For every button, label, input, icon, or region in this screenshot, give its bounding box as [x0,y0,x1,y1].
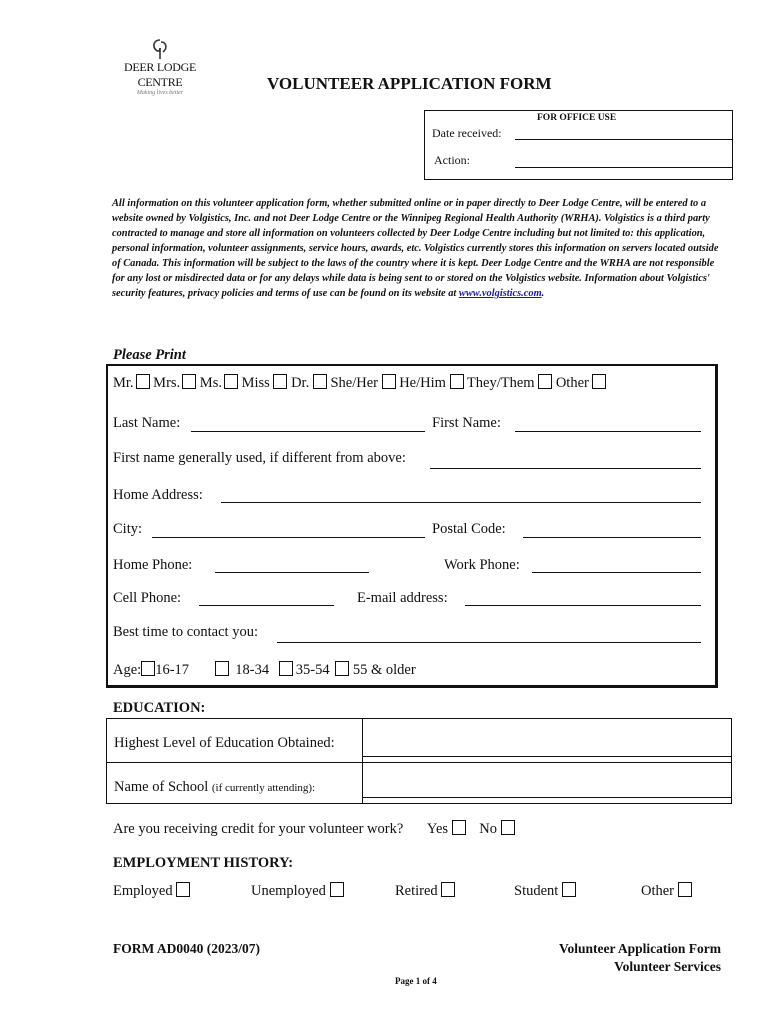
title-mr-checkbox[interactable] [136,374,150,389]
volgistics-link[interactable]: www.volgistics.com [458,288,542,299]
school-name-label [114,779,315,796]
age-35-54-checkbox[interactable] [279,661,293,676]
employment-other [641,882,692,900]
title-miss-label: Miss [241,375,270,391]
city-field[interactable] [152,537,425,538]
credit-question [113,820,515,838]
employed-checkbox[interactable] [176,882,190,897]
city-label: City: [113,521,143,537]
please-print-heading: Please Print [113,347,186,363]
form-code: FORM AD0040 (2023/07) [113,941,260,956]
work-phone-label: Work Phone: [444,557,520,573]
employment-student [514,882,576,900]
highest-education-field[interactable] [363,756,732,757]
logo [110,38,210,96]
title-ms-checkbox[interactable] [224,374,238,389]
school-name-text: Name of School [114,779,209,795]
title-ms-label: Ms. [199,375,222,391]
office-use-heading: FOR OFFICE USE [537,113,617,123]
employment-heading: EMPLOYMENT HISTORY: [113,855,294,871]
credit-no-label: No [479,821,498,837]
age-55-checkbox[interactable] [335,661,349,676]
first-name-field[interactable] [515,431,701,432]
credit-no-checkbox[interactable] [501,820,515,835]
logo-tagline: Making lives better [136,90,184,96]
privacy-notice-text: All information on this volunteer application form, whether submitted online or in paper directly to Deer Lodge Centre, will be entered to a website owned by Volgistics, Inc. and not Deer Lodge Centre or the Winnipeg Regional Health Authority (WRHA). Volgistics is a third party contracted to manage and store all information on volunteers collected by Deer Lodge Centre including but not limited to: this application, personal information, volunteer assignments, service hours, awards, etc. Volgistics currently stores this information on servers located outside of Canada. This information will be subject to the laws of the country where it is kept. Deer Lodge Centre and the WRHA are not responsible for any lost or misdirected data or for any delays while data is being sent to or stored on the Volgistics website. Information about Volgistics' security features, privacy policies and terms of use can be found on its website at [112,198,719,299]
title-other-label: Other [555,375,589,391]
title-miss-checkbox[interactable] [273,374,287,389]
office-use-box [424,110,733,180]
employment-unemployed [251,882,344,900]
unemployed-label: Unemployed [251,883,326,899]
title-mrs-label: Mrs. [153,375,181,391]
action-label: Action: [434,153,470,167]
age-18-34-label: 18-34 [235,662,270,678]
first-name-label: First Name: [432,415,501,431]
logo-name: DEER LODGE CENTRE [124,60,196,89]
age-35-54-label: 35-54 [295,662,330,678]
title-mrs-checkbox[interactable] [182,374,196,389]
highest-education-label: Highest Level of Education Obtained: [114,735,335,751]
school-name-field[interactable] [363,797,732,798]
pronoun-he-checkbox[interactable] [450,374,464,389]
home-address-label: Home Address: [113,487,203,503]
unemployed-checkbox[interactable] [330,882,344,897]
pronoun-she-label: She/Her [330,375,378,391]
email-field[interactable] [465,605,701,606]
home-phone-field[interactable] [215,572,369,573]
employment-retired [395,882,455,900]
footer-department: Volunteer Services [614,959,721,974]
education-col-divider [362,719,363,803]
work-phone-field[interactable] [532,572,701,573]
employment-other-checkbox[interactable] [678,882,692,897]
retired-label: Retired [395,883,438,899]
last-name-field[interactable] [191,431,425,432]
title-dr-label: Dr. [291,375,310,391]
privacy-notice-end: . [541,288,545,299]
age-label: Age: [113,662,142,678]
student-label: Student [514,883,559,899]
cell-phone-field[interactable] [199,605,334,606]
form-title: VOLUNTEER APPLICATION FORM [267,74,552,93]
title-options [113,374,606,392]
age-18-34-checkbox[interactable] [215,661,229,676]
title-other-checkbox[interactable] [592,374,606,389]
age-16-17-label: 16-17 [155,662,190,678]
age-55-label: 55 & older [352,662,416,678]
education-row-divider [107,762,731,763]
pronoun-they-checkbox[interactable] [538,374,552,389]
title-dr-checkbox[interactable] [313,374,327,389]
home-address-field[interactable] [221,502,701,503]
credit-yes-label: Yes [426,821,449,837]
education-heading: EDUCATION: [113,700,206,716]
date-received-label: Date received: [432,126,502,140]
employed-label: Employed [113,883,173,899]
credit-yes-checkbox[interactable] [452,820,466,835]
pronoun-she-checkbox[interactable] [382,374,396,389]
page-number: Page 1 of 4 [395,976,437,986]
postal-code-label: Postal Code: [432,521,506,537]
office-heading-line [515,139,733,140]
age-options [113,661,416,679]
title-mr-label: Mr. [113,375,134,391]
home-phone-label: Home Phone: [113,557,193,573]
action-field[interactable] [515,167,733,168]
best-time-field[interactable] [277,642,701,643]
school-name-note: (if currently attending): [211,782,316,794]
preferred-name-label: First name generally used, if different from above: [113,450,406,466]
employment-employed [113,882,190,900]
privacy-notice [112,196,728,301]
credit-question-text: Are you receiving credit for your volunteer work? [113,821,404,837]
footer-form-name: Volunteer Application Form [558,941,721,956]
student-checkbox[interactable] [562,882,576,897]
employment-other-label: Other [641,883,675,899]
best-time-label: Best time to contact you: [113,624,258,640]
education-table [106,718,732,804]
pronoun-they-label: They/Them [466,375,535,391]
age-16-17-checkbox[interactable] [141,661,155,676]
last-name-label: Last Name: [113,415,181,431]
pronoun-he-label: He/Him [399,375,446,391]
leaf-logo-icon [149,38,171,60]
postal-code-field[interactable] [523,537,701,538]
cell-phone-label: Cell Phone: [113,590,182,606]
preferred-name-field[interactable] [430,468,701,469]
retired-checkbox[interactable] [441,882,455,897]
email-label: E-mail address: [357,590,448,606]
